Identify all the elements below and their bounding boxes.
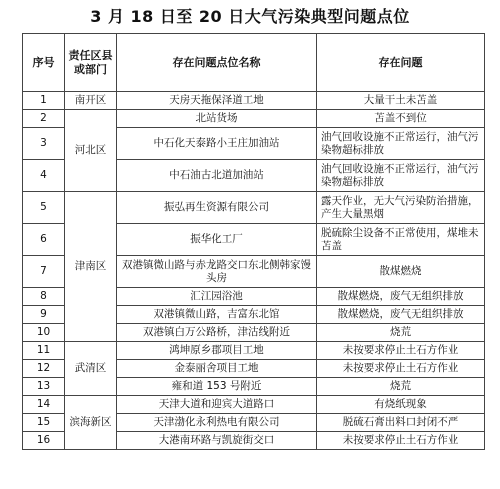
row-seq: 4 [23,160,65,192]
location-cell: 北站货场 [117,110,317,128]
table-row [23,192,485,224]
location-cell: 中石化天泰路小王庄加油站 [117,128,317,160]
location-cell: 雍和道 153 号附近 [117,378,317,396]
location-cell: 天房天拖保泽道工地 [117,92,317,110]
location-cell: 天津渤化永利热电有限公司 [117,414,317,432]
header-issue: 存在问题 [317,34,485,92]
issue-cell: 有烧纸现象 [317,396,485,414]
header-seq: 序号 [23,34,65,92]
row-seq: 10 [23,324,65,342]
row-seq: 8 [23,288,65,306]
row-seq: 1 [23,92,65,110]
district-cell: 津南区 [65,192,117,342]
row-seq: 15 [23,414,65,432]
location-cell: 双港镇白万公路桥，津沽线附近 [117,324,317,342]
row-seq: 7 [23,256,65,288]
row-seq: 12 [23,360,65,378]
issue-cell: 烧荒 [317,378,485,396]
page-title: 3 月 18 日至 20 日大气污染典型问题点位 [90,7,410,26]
row-seq: 16 [23,432,65,450]
row-seq: 6 [23,224,65,256]
issue-cell: 烧荒 [317,324,485,342]
location-cell: 双港镇微山路与赤龙路交口东北侧韩家馒头房 [117,256,317,288]
location-cell: 鸿坤原乡郡项目工地 [117,342,317,360]
location-cell: 振华化工厂 [117,224,317,256]
issue-cell: 散煤燃烧，废气无组织排放 [317,288,485,306]
table-row [23,110,485,128]
row-seq: 3 [23,128,65,160]
location-cell: 大港南环路与凯旋街交口 [117,432,317,450]
district-cell: 武清区 [65,342,117,396]
header-district: 责任区县或部门 [65,34,117,92]
table-row [23,92,485,110]
issue-cell: 油气回收设施不正常运行，油气污染物超标排放 [317,160,485,192]
row-seq: 9 [23,306,65,324]
issue-cell: 苫盖不到位 [317,110,485,128]
location-cell: 天津大道和迎宾大道路口 [117,396,317,414]
issue-cell: 脱硫除尘设备不正常使用，煤堆未苫盖 [317,224,485,256]
location-cell: 汇江园浴池 [117,288,317,306]
table-row [23,342,485,360]
location-cell: 振弘再生资源有限公司 [117,192,317,224]
issue-cell: 散煤燃烧，废气无组织排放 [317,306,485,324]
table-row [23,396,485,414]
row-seq: 5 [23,192,65,224]
pollution-issues-table [22,33,485,450]
location-cell: 金泰丽舍项目工地 [117,360,317,378]
issue-cell: 大量干土未苫盖 [317,92,485,110]
issue-cell: 油气回收设施不正常运行，油气污染物超标排放 [317,128,485,160]
row-seq: 11 [23,342,65,360]
location-cell: 双港镇微山路，吉富东北馆 [117,306,317,324]
header-location: 存在问题点位名称 [117,34,317,92]
row-seq: 2 [23,110,65,128]
table-header-row [23,34,485,92]
district-cell: 滨海新区 [65,396,117,450]
row-seq: 14 [23,396,65,414]
issue-cell: 脱硫石膏出料口封闭不严 [317,414,485,432]
issue-cell: 未按要求停止土石方作业 [317,432,485,450]
district-cell: 河北区 [65,110,117,192]
district-cell: 南开区 [65,92,117,110]
issue-cell: 未按要求停止土石方作业 [317,360,485,378]
issue-cell: 未按要求停止土石方作业 [317,342,485,360]
row-seq: 13 [23,378,65,396]
location-cell: 中石油古北道加油站 [117,160,317,192]
issue-cell: 散煤燃烧 [317,256,485,288]
issue-cell: 露天作业，无大气污染防治措施，产生大量黑烟 [317,192,485,224]
